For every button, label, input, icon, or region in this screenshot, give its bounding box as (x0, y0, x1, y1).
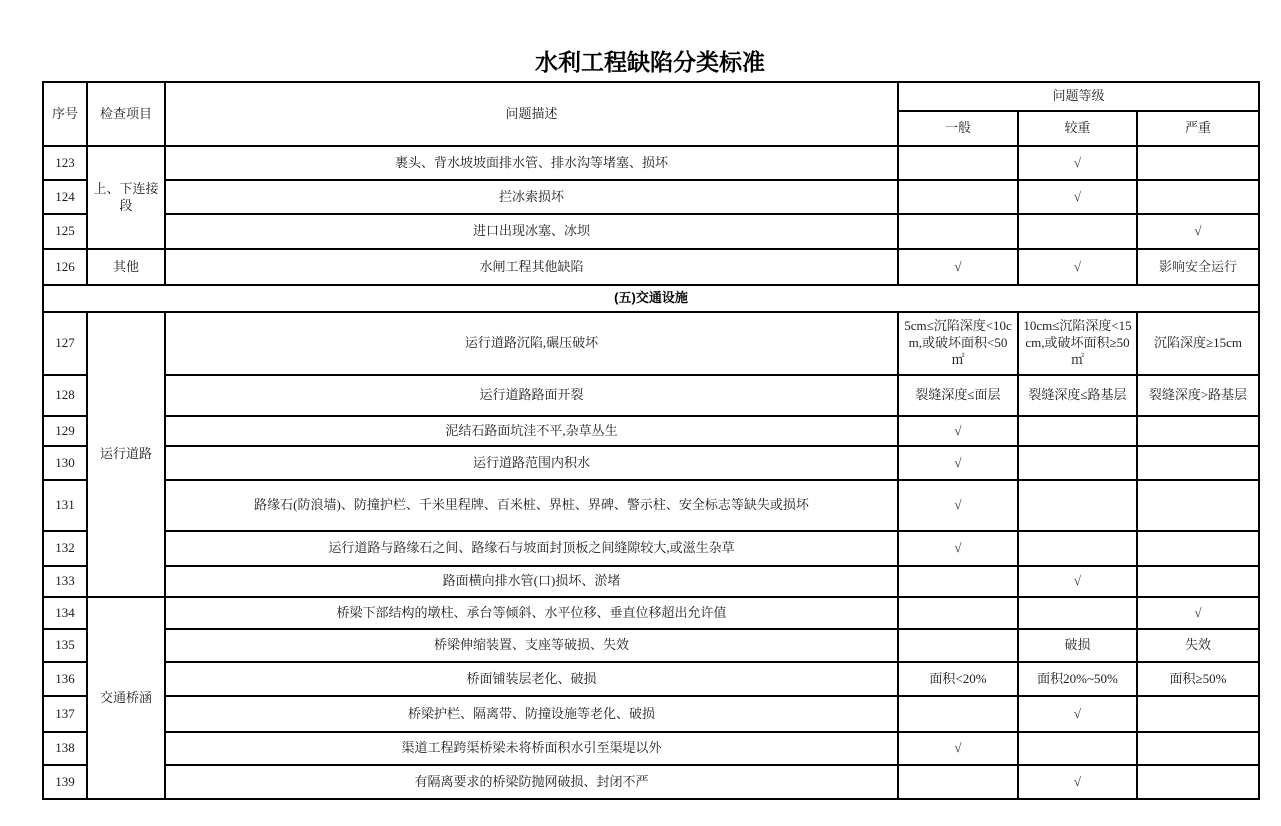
cell-level-general: 裂缝深度≤面层 (898, 375, 1018, 416)
cell-level-general (898, 597, 1018, 629)
page-title: 水利工程缺陷分类标准 (535, 49, 765, 75)
cell-no: 132 (43, 531, 87, 566)
cell-item-group: 交通桥涵 (87, 597, 165, 799)
cell-no: 127 (43, 312, 87, 375)
cell-level-moderate: √ (1018, 249, 1137, 285)
cell-no: 135 (43, 629, 87, 662)
header-seq: 序号 (43, 82, 87, 146)
cell-level-moderate: 面积20%~50% (1018, 662, 1137, 696)
table-row (43, 416, 1259, 446)
cell-level-general: √ (898, 531, 1018, 566)
cell-desc: 泥结石路面坑洼不平,杂草丛生 (165, 416, 898, 446)
header-level-moderate: 较重 (1018, 111, 1137, 146)
cell-level-moderate (1018, 732, 1137, 765)
cell-level-severe (1137, 531, 1259, 566)
defect-table (42, 81, 1260, 800)
cell-desc: 水闸工程其他缺陷 (165, 249, 898, 285)
cell-level-moderate (1018, 214, 1137, 249)
cell-item-group: 其他 (87, 249, 165, 285)
cell-no: 126 (43, 249, 87, 285)
table-row (43, 566, 1259, 597)
table-row (43, 732, 1259, 765)
cell-level-moderate: 破损 (1018, 629, 1137, 662)
cell-level-severe (1137, 732, 1259, 765)
header-row-1 (43, 82, 1259, 111)
cell-level-general (898, 146, 1018, 180)
cell-level-severe (1137, 765, 1259, 799)
cell-desc: 桥梁伸缩装置、支座等破损、失效 (165, 629, 898, 662)
cell-no: 123 (43, 146, 87, 180)
table-row (43, 531, 1259, 566)
cell-level-moderate: √ (1018, 146, 1137, 180)
cell-level-severe (1137, 180, 1259, 214)
cell-level-general: √ (898, 480, 1018, 531)
cell-no: 130 (43, 446, 87, 480)
header-level-general: 一般 (898, 111, 1018, 146)
cell-item-group: 运行道路 (87, 312, 165, 597)
cell-level-severe (1137, 480, 1259, 531)
table-row (43, 765, 1259, 799)
cell-level-severe: √ (1137, 597, 1259, 629)
cell-level-severe (1137, 566, 1259, 597)
cell-level-moderate (1018, 446, 1137, 480)
cell-desc: 有隔离要求的桥梁防抛网破损、封闭不严 (165, 765, 898, 799)
cell-level-general: 面积<20% (898, 662, 1018, 696)
cell-no: 128 (43, 375, 87, 416)
cell-desc: 渠道工程跨渠桥梁未将桥面积水引至渠堤以外 (165, 732, 898, 765)
cell-no: 134 (43, 597, 87, 629)
cell-level-severe: 面积≥50% (1137, 662, 1259, 696)
cell-level-general (898, 629, 1018, 662)
cell-level-severe: 失效 (1137, 629, 1259, 662)
cell-level-general: 5cm≤沉陷深度<10cm,或破坏面积<50㎡ (898, 312, 1018, 375)
cell-level-moderate: 10cm≤沉陷深度<15cm,或破坏面积≥50㎡ (1018, 312, 1137, 375)
cell-level-general (898, 180, 1018, 214)
cell-desc: 路缘石(防浪墙)、防撞护栏、千米里程牌、百米桩、界桩、界碑、警示柱、安全标志等缺失或损坏 (165, 480, 898, 531)
cell-level-moderate: √ (1018, 696, 1137, 732)
section-row (43, 285, 1259, 312)
header-level-group: 问题等级 (898, 82, 1259, 111)
cell-level-moderate (1018, 531, 1137, 566)
cell-level-severe (1137, 446, 1259, 480)
cell-level-moderate: √ (1018, 566, 1137, 597)
cell-desc: 裹头、背水坡坡面排水管、排水沟等堵塞、损坏 (165, 146, 898, 180)
table-row (43, 480, 1259, 531)
cell-level-general: √ (898, 416, 1018, 446)
cell-level-general (898, 566, 1018, 597)
cell-no: 139 (43, 765, 87, 799)
cell-desc: 桥梁下部结构的墩柱、承台等倾斜、水平位移、垂直位移超出允许值 (165, 597, 898, 629)
header-level-severe: 严重 (1137, 111, 1259, 146)
cell-level-general (898, 765, 1018, 799)
cell-level-moderate: √ (1018, 765, 1137, 799)
cell-no: 129 (43, 416, 87, 446)
cell-desc: 运行道路与路缘石之间、路缘石与坡面封顶板之间缝隙较大,或滋生杂草 (165, 531, 898, 566)
cell-level-moderate: 裂缝深度≤路基层 (1018, 375, 1137, 416)
cell-desc: 运行道路范围内积水 (165, 446, 898, 480)
cell-level-moderate (1018, 480, 1137, 531)
table-row (43, 597, 1259, 629)
header-desc: 问题描述 (165, 82, 898, 146)
cell-no: 131 (43, 480, 87, 531)
cell-level-severe (1137, 146, 1259, 180)
cell-level-moderate (1018, 416, 1137, 446)
cell-level-general: √ (898, 446, 1018, 480)
table-row (43, 146, 1259, 180)
cell-level-severe: 裂缝深度>路基层 (1137, 375, 1259, 416)
cell-no: 133 (43, 566, 87, 597)
cell-level-general: √ (898, 732, 1018, 765)
cell-level-severe: 影响安全运行 (1137, 249, 1259, 285)
table-row (43, 662, 1259, 696)
table-row (43, 180, 1259, 214)
table-row (43, 249, 1259, 285)
section-label: (五)交通设施 (43, 285, 1259, 312)
cell-desc: 桥梁护栏、隔离带、防撞设施等老化、破损 (165, 696, 898, 732)
cell-desc: 运行道路路面开裂 (165, 375, 898, 416)
table-row (43, 214, 1259, 249)
cell-item-group: 上、下连接段 (87, 146, 165, 249)
cell-no: 136 (43, 662, 87, 696)
table-row (43, 629, 1259, 662)
cell-no: 124 (43, 180, 87, 214)
table-row (43, 696, 1259, 732)
header-item: 检查项目 (87, 82, 165, 146)
cell-level-general: √ (898, 249, 1018, 285)
cell-desc: 路面横向排水管(口)损坏、淤堵 (165, 566, 898, 597)
cell-desc: 桥面铺装层老化、破损 (165, 662, 898, 696)
cell-desc: 运行道路沉陷,碾压破坏 (165, 312, 898, 375)
cell-no: 138 (43, 732, 87, 765)
table-row (43, 312, 1259, 375)
cell-level-moderate: √ (1018, 180, 1137, 214)
cell-no: 125 (43, 214, 87, 249)
cell-level-general (898, 696, 1018, 732)
cell-level-severe (1137, 416, 1259, 446)
cell-no: 137 (43, 696, 87, 732)
cell-desc: 进口出现冰塞、冰坝 (165, 214, 898, 249)
cell-level-severe: 沉陷深度≥15cm (1137, 312, 1259, 375)
cell-level-moderate (1018, 597, 1137, 629)
cell-level-severe (1137, 696, 1259, 732)
cell-level-general (898, 214, 1018, 249)
cell-level-severe: √ (1137, 214, 1259, 249)
table-row (43, 446, 1259, 480)
table-row (43, 375, 1259, 416)
cell-desc: 拦冰索损坏 (165, 180, 898, 214)
